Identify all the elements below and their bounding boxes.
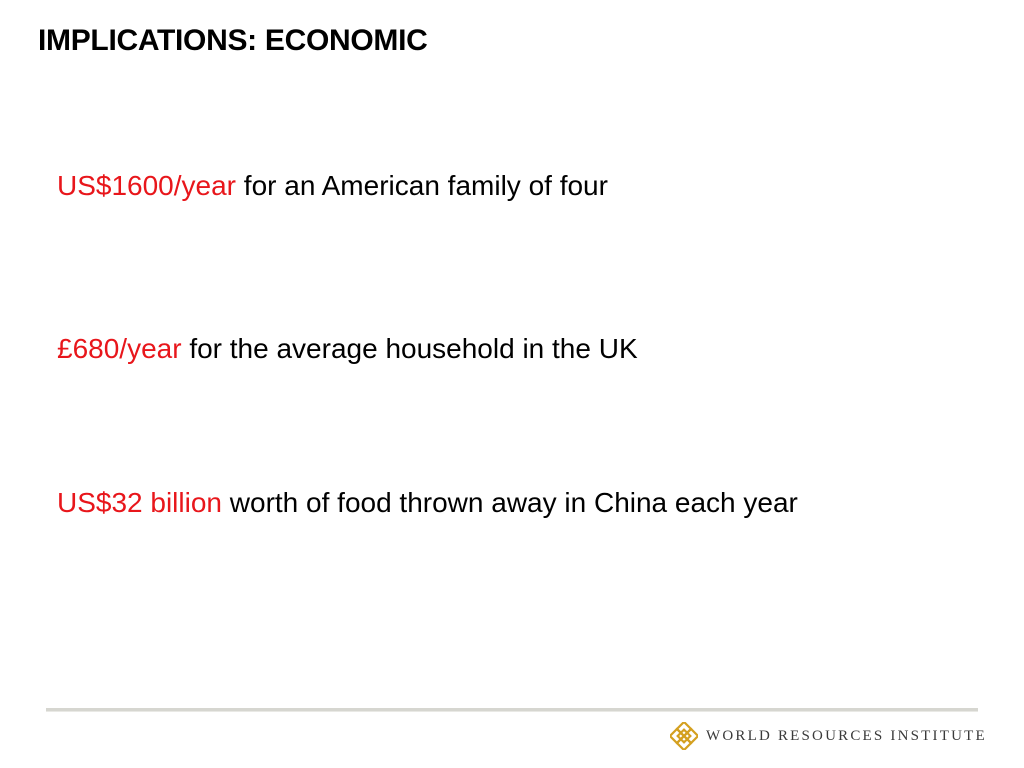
wri-logo	[670, 722, 987, 750]
stat-china-food-amount: US$32 billion	[57, 487, 222, 518]
stat-us-family-text: for an American family of four	[236, 170, 608, 201]
wri-knot-logo-icon	[670, 722, 698, 750]
stat-uk-household	[57, 333, 638, 365]
wri-logo-text: WORLD RESOURCES INSTITUTE	[706, 727, 987, 744]
slide-title: IMPLICATIONS: ECONOMIC	[38, 24, 428, 57]
footer-divider	[46, 708, 978, 712]
stat-china-food	[57, 487, 798, 519]
stat-us-family-amount: US$1600/year	[57, 170, 237, 201]
stat-china-food-text: worth of food thrown away in China each year	[222, 487, 798, 518]
stat-uk-household-amount: £680/year	[57, 333, 182, 364]
stat-us-family	[57, 170, 608, 202]
stat-uk-household-text: for the average household in the UK	[181, 333, 638, 364]
